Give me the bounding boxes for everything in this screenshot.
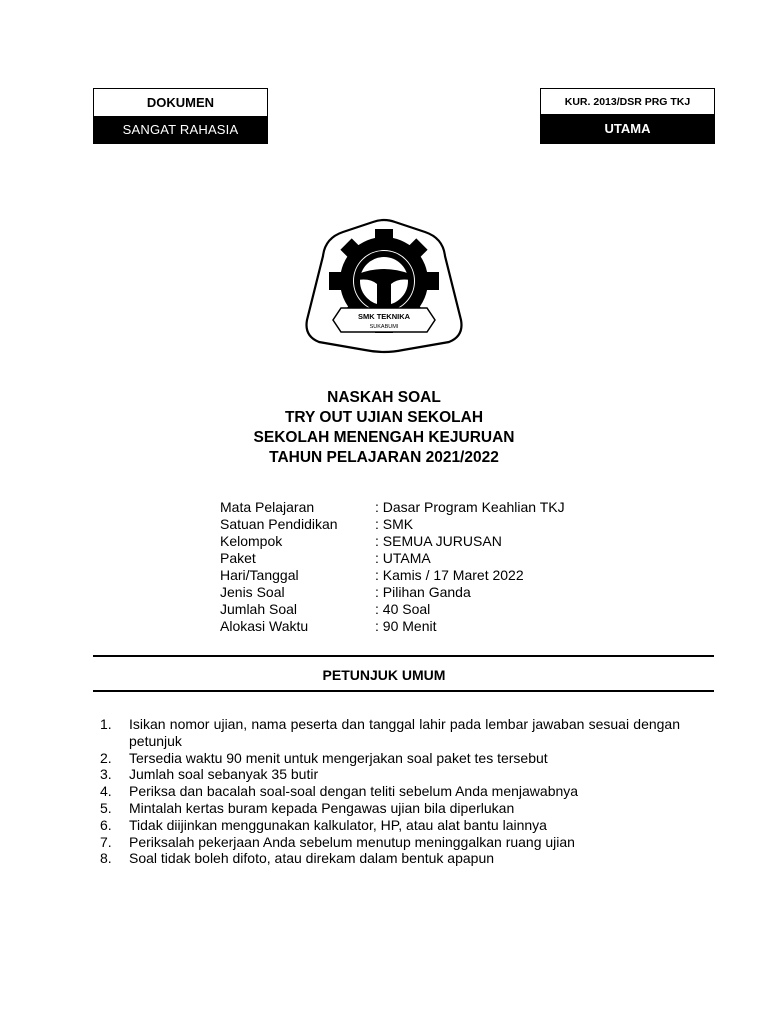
list-item: [100, 783, 680, 800]
exam-title: [0, 388, 768, 468]
item-number: 8.: [100, 850, 112, 867]
info-value: : SMK: [375, 516, 414, 532]
logo-city-name: SUKABUMI: [369, 324, 399, 330]
document-classification-box: [93, 88, 268, 144]
item-number: 1.: [100, 716, 112, 732]
info-label: Kelompok: [220, 533, 283, 549]
divider-bottom: [93, 690, 714, 692]
info-row: [220, 550, 565, 567]
list-item: [100, 850, 680, 867]
list-item: [100, 766, 680, 783]
school-logo: [303, 216, 465, 354]
list-item: [100, 834, 680, 851]
item-number: 4.: [100, 783, 112, 800]
list-item: [100, 716, 680, 750]
item-text: Soal tidak boleh difoto, atau direkam dalam bentuk apapun: [129, 850, 495, 867]
item-number: 6.: [100, 816, 112, 833]
item-text: Isikan nomor ujian, nama peserta dan tanggal lahir pada lembar jawaban sesuai dengan petunjuk: [129, 716, 680, 749]
item-text: Periksalah pekerjaan Anda sebelum menutup meninggalkan ruang ujian: [129, 833, 575, 850]
info-row: [220, 533, 565, 550]
title-line-4: TAHUN PELAJARAN 2021/2022: [269, 449, 499, 466]
info-label: Hari/Tanggal: [220, 567, 299, 583]
instructions-list: [100, 716, 680, 867]
item-number: 3.: [100, 766, 112, 783]
info-row: [220, 601, 565, 618]
item-text: Jumlah soal sebanyak 35 butir: [129, 766, 319, 783]
item-text: Periksa dan bacalah soal-soal dengan teliti sebelum Anda menjawabnya: [129, 783, 579, 800]
info-row: [220, 584, 565, 601]
info-value: : 40 Soal: [375, 601, 431, 617]
info-value: : Pilihan Ganda: [375, 584, 471, 600]
item-text: Tersedia waktu 90 menit untuk mengerjakan soal paket tes tersebut: [129, 749, 548, 766]
title-line-2: TRY OUT UJIAN SEKOLAH: [284, 409, 484, 426]
logo-school-name: SMK TEKNIKA: [357, 312, 411, 321]
item-text: Tidak diijinkan menggunakan kalkulator, HP, atau alat bantu lainnya: [129, 816, 547, 833]
info-row: [220, 618, 565, 635]
list-item: [100, 800, 680, 817]
title-line-3: SEKOLAH MENENGAH KEJURUAN: [253, 429, 515, 446]
info-value: : Kamis / 17 Maret 2022: [375, 567, 524, 583]
info-label: Jumlah Soal: [220, 601, 298, 617]
info-value: : SEMUA JURUSAN: [375, 533, 502, 549]
info-row: [220, 499, 565, 516]
curriculum-code: KUR. 2013/DSR PRG TKJ: [564, 95, 691, 108]
document-label: DOKUMEN: [146, 95, 215, 110]
divider-top: [93, 655, 714, 657]
secrecy-label: SANGAT RAHASIA: [94, 116, 267, 143]
info-label: Jenis Soal: [220, 584, 285, 600]
instructions-heading: PETUNJUK UMUM: [322, 667, 446, 683]
info-label: Paket: [220, 550, 256, 566]
exam-info-table: [220, 499, 565, 635]
curriculum-box: [540, 88, 715, 144]
item-number: 5.: [100, 799, 112, 816]
list-item: [100, 750, 680, 767]
list-item: [100, 817, 680, 834]
item-number: 2.: [100, 749, 112, 766]
package-label: UTAMA: [541, 114, 714, 143]
info-value: : Dasar Program Keahlian TKJ: [375, 499, 565, 515]
info-value: : 90 Menit: [375, 618, 437, 634]
item-number: 7.: [100, 833, 112, 850]
title-line-1: NASKAH SOAL: [327, 389, 441, 406]
info-label: Mata Pelajaran: [220, 499, 315, 515]
info-label: Satuan Pendidikan: [220, 516, 338, 532]
info-label: Alokasi Waktu: [220, 618, 309, 634]
info-row: [220, 567, 565, 584]
info-row: [220, 516, 565, 533]
item-text: Mintalah kertas buram kepada Pengawas ujian bila diperlukan: [129, 799, 515, 816]
info-value: : UTAMA: [375, 550, 431, 566]
